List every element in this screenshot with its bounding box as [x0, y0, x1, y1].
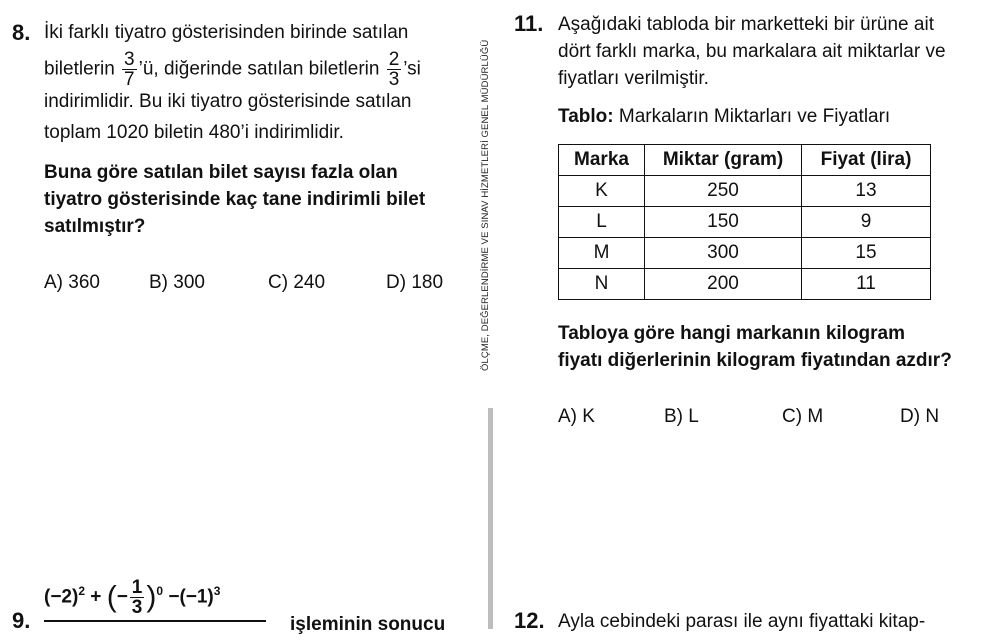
- table-cell: 200: [645, 269, 802, 300]
- q8-option-b[interactable]: B) 300: [149, 272, 205, 293]
- q12-line1: Ayla cebindeki parası ile aynı fiyattaki kitap-: [558, 611, 926, 632]
- q8-frac1-num: 3: [124, 49, 135, 70]
- q11-table-caption: [558, 101, 890, 132]
- q11-line3: fiyatları verilmiştir.: [558, 68, 709, 89]
- q9-term-a: (−2): [44, 586, 79, 608]
- q9-number: 9.: [12, 608, 31, 633]
- table-cell: 11: [802, 269, 931, 300]
- q8-frac1-den: 7: [124, 69, 135, 90]
- q11-option-b[interactable]: B) L: [664, 406, 699, 427]
- q9-exp-a: 2: [78, 584, 86, 599]
- table-cell: K: [559, 176, 645, 207]
- table-cell: N: [559, 269, 645, 300]
- q8-line1: İki farklı tiyatro gösterisinden birinde satılan: [44, 22, 409, 43]
- q8-line2-a: biletlerin: [44, 58, 115, 80]
- q8-option-d[interactable]: D) 180: [386, 272, 444, 293]
- table-header-row: [559, 145, 931, 176]
- table-header-price: Fiyat (lira): [802, 145, 931, 176]
- column-divider: [488, 408, 493, 629]
- q9-paren-close: ): [146, 580, 157, 614]
- q8-option-a[interactable]: A) 360: [44, 272, 100, 293]
- q8-frac2-den: 3: [388, 69, 400, 90]
- q11-question-1: Tabloya göre hangi markanın kilogram: [558, 323, 906, 344]
- q9-term-c: −(−1): [168, 586, 214, 608]
- table-row: [559, 176, 931, 207]
- table-cell: 15: [802, 238, 931, 269]
- q9-plus: +: [90, 586, 102, 608]
- q8-frac2-num: 2: [388, 49, 400, 70]
- q9-paren-open: (: [106, 580, 117, 614]
- q11-option-c[interactable]: C) M: [782, 406, 824, 427]
- q11-caption-label: Tablo:: [558, 106, 614, 127]
- q11-line2: dört farklı marka, bu markalara ait miktarlar ve: [558, 41, 946, 62]
- q8-number: 8.: [12, 20, 31, 45]
- q8-line4: toplam 1020 biletin 480’i indirimlidir.: [44, 122, 344, 143]
- q9-frac-den: 3: [131, 597, 143, 618]
- q8-line2-b: ’ü, diğerinde satılan biletlerin: [138, 58, 380, 80]
- q8-line2: [44, 50, 421, 89]
- q9-neg-sign: −: [116, 586, 128, 608]
- table-row: [559, 238, 931, 269]
- q8-question-1: Buna göre satılan bilet sayısı fazla olan: [44, 162, 398, 183]
- sidebar-publisher-text: ÖLÇME, DEĞERLENDİRME VE SINAV HİZMETLERİ GENEL MÜDÜRLÜĞÜ: [480, 39, 491, 371]
- q9-expression: [44, 578, 220, 617]
- q12-number: 12.: [514, 608, 545, 633]
- table-cell: 13: [802, 176, 931, 207]
- q8-question-3: satılmıştır?: [44, 216, 146, 237]
- q11-line1: Aşağıdaki tabloda bir marketteki bir ürüne ait: [558, 14, 934, 35]
- q9-trailing-text: işleminin sonucu: [290, 614, 446, 635]
- q8-line2-c: ’si: [403, 58, 421, 80]
- table-cell: 300: [645, 238, 802, 269]
- table-header-brand: Marka: [559, 145, 645, 176]
- q8-fraction-1: [122, 50, 137, 89]
- q9-fraction-bar: [44, 620, 266, 622]
- brand-table: [558, 144, 931, 300]
- table-cell: 9: [802, 207, 931, 238]
- table-row: [559, 269, 931, 300]
- q9-fraction: [130, 578, 145, 617]
- q8-fraction-2: [387, 50, 402, 89]
- q11-option-d[interactable]: D) N: [900, 406, 940, 427]
- table-cell: 150: [645, 207, 802, 238]
- table-cell: L: [559, 207, 645, 238]
- q8-question-2: tiyatro gösterisinde kaç tane indirimli bilet: [44, 189, 426, 210]
- q9-exp-b: 0: [156, 584, 164, 599]
- table-cell: 250: [645, 176, 802, 207]
- q9-frac-num: 1: [131, 577, 143, 598]
- q11-question-2: fiyatı diğerlerinin kilogram fiyatından azdır?: [558, 350, 952, 371]
- q11-number: 11.: [514, 11, 544, 36]
- q11-caption-text: Markaların Miktarları ve Fiyatları: [618, 106, 891, 127]
- table-row: [559, 207, 931, 238]
- q9-exp-c: 3: [213, 584, 221, 599]
- q8-line3: indirimlidir. Bu iki tiyatro gösterisinde satılan: [44, 91, 412, 112]
- q11-option-a[interactable]: A) K: [558, 406, 595, 427]
- q8-option-c[interactable]: C) 240: [268, 272, 326, 293]
- table-header-quantity: Miktar (gram): [645, 145, 802, 176]
- table-cell: M: [559, 238, 645, 269]
